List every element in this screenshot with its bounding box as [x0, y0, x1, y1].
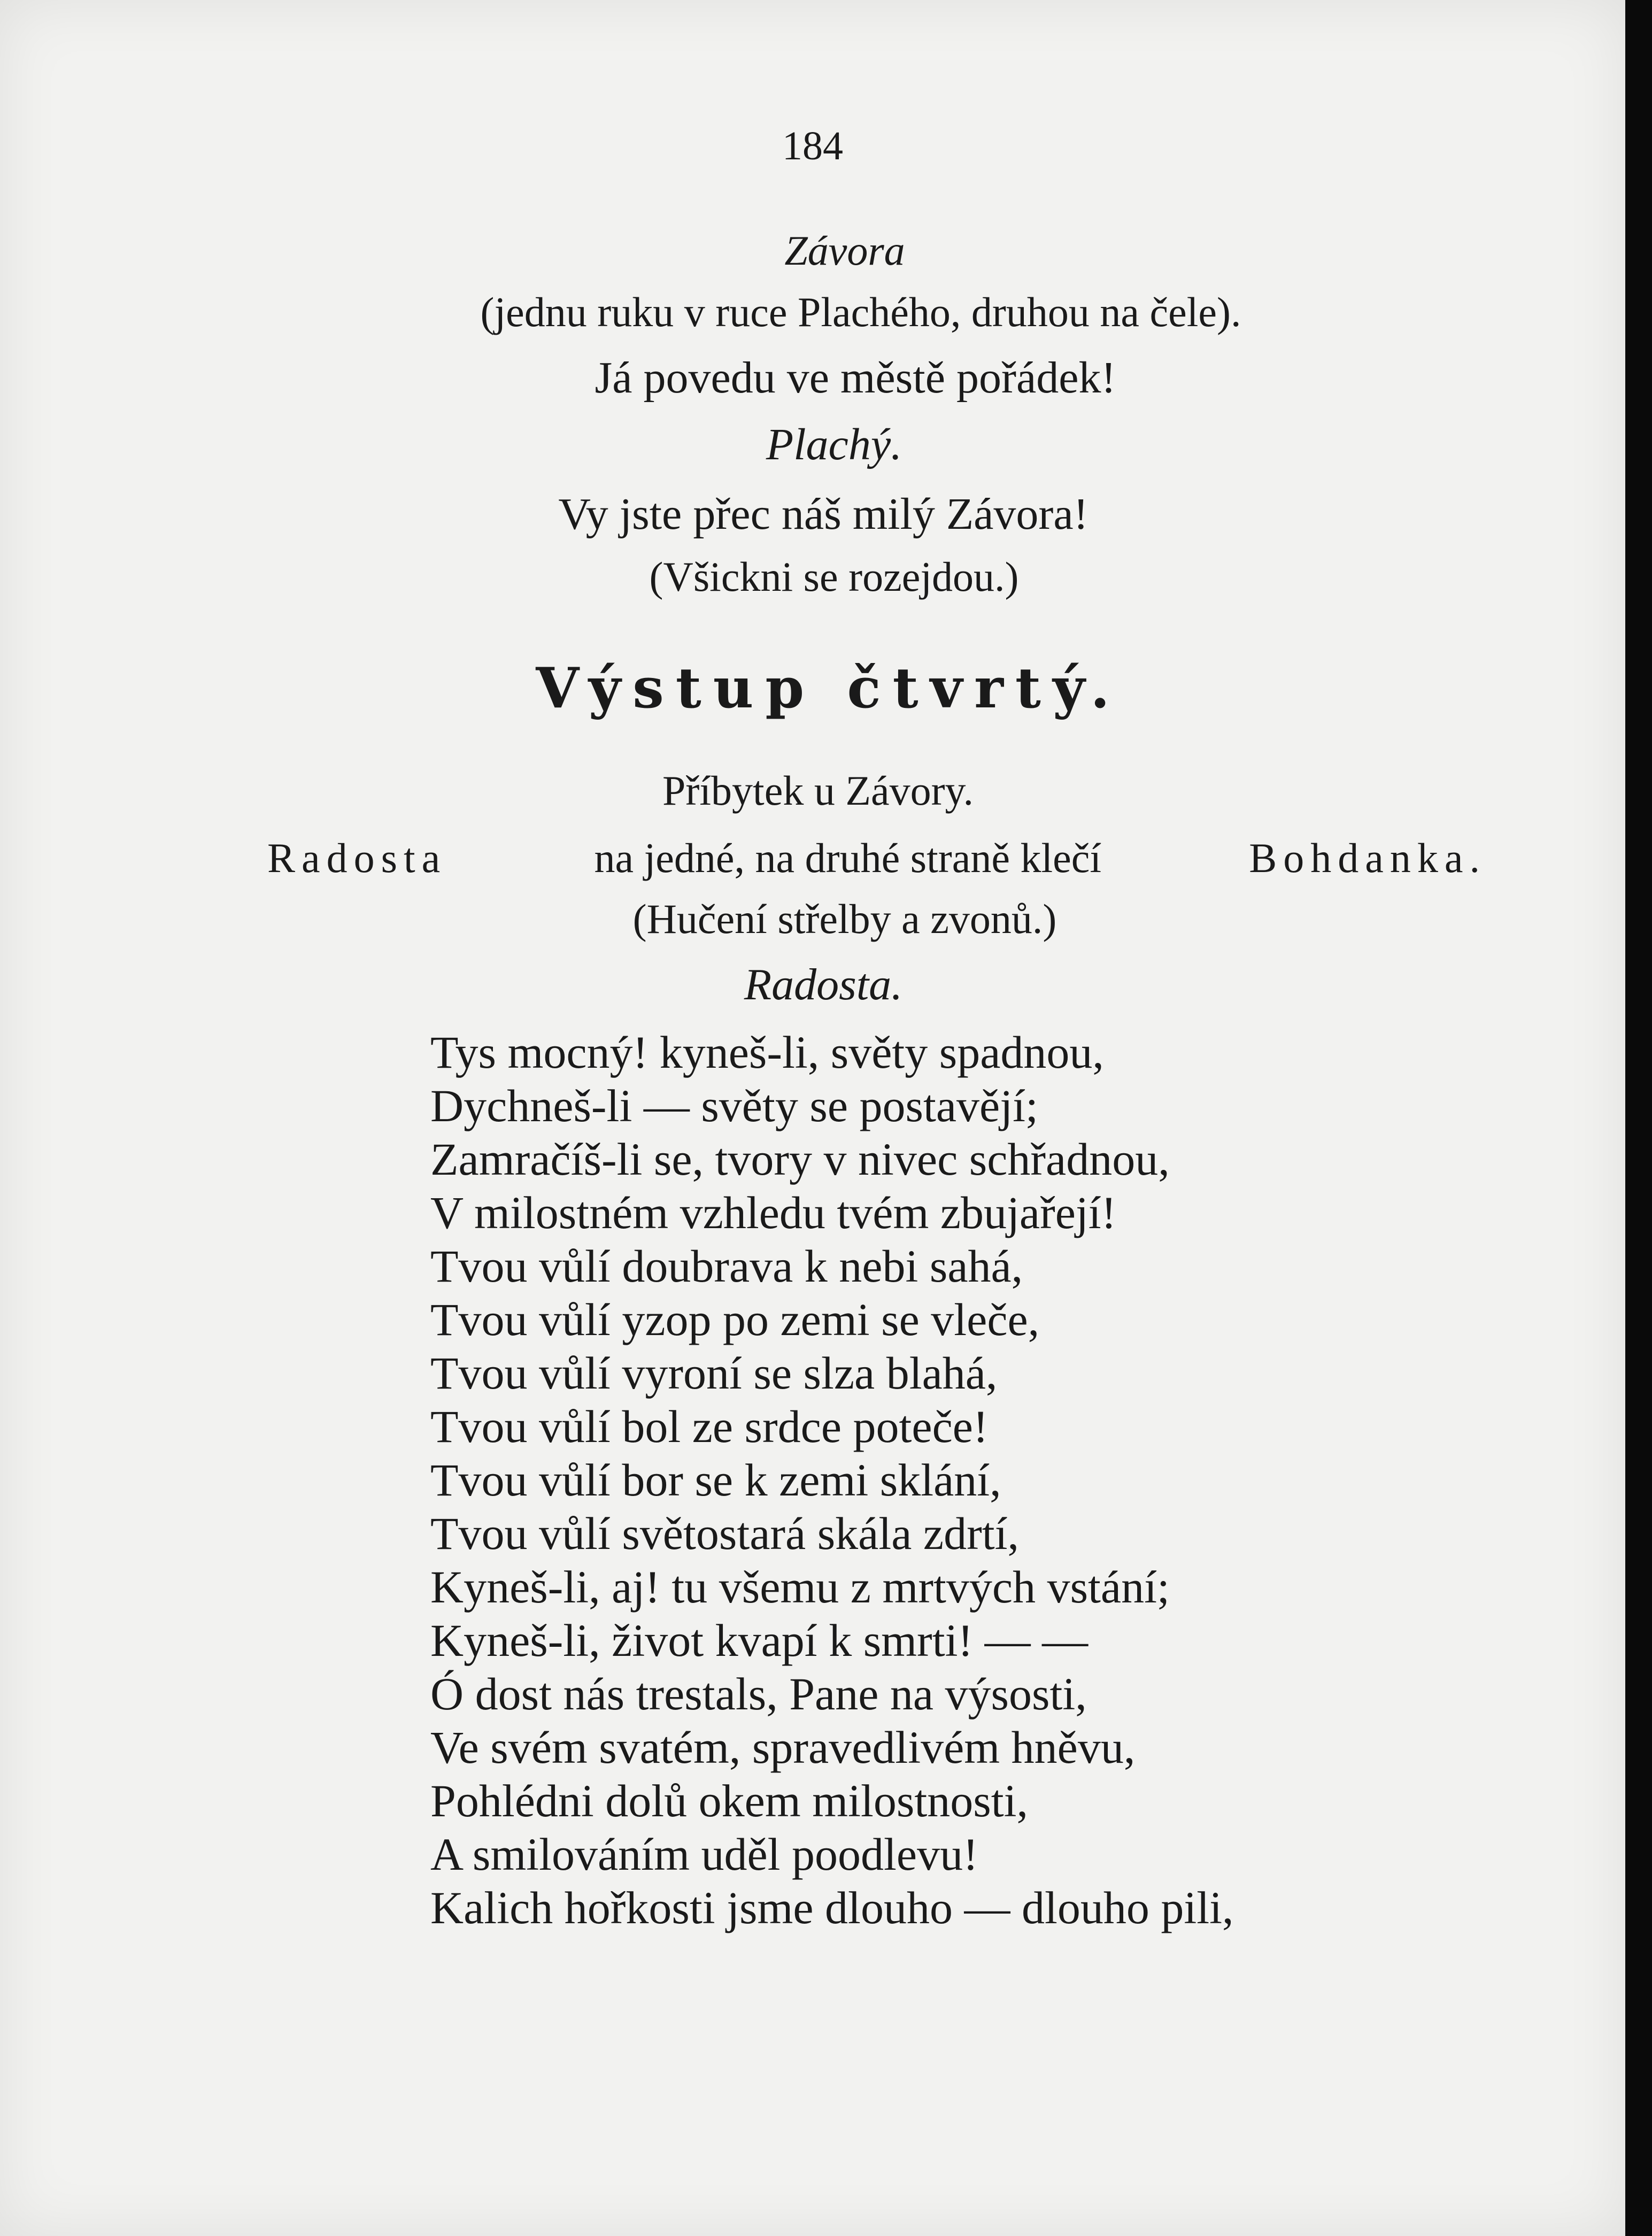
verse-line: Tvou vůlí bor se k zemi sklání, — [430, 1454, 1001, 1506]
verse-line: Tvou vůlí světostará skála zdrtí, — [430, 1508, 1019, 1559]
speaker-heading: Radosta. — [744, 960, 903, 1009]
scan-edge — [1625, 0, 1652, 2236]
scene-setting: Příbytek u Závory. — [662, 767, 974, 814]
verse-line: Tys mocný! kyneš-li, světy spadnou, — [430, 1027, 1104, 1078]
verse-line: Tvou vůlí doubrava k nebi sahá, — [430, 1240, 1023, 1292]
verse-line: Dychneš-li — světy se postavějí; — [430, 1080, 1038, 1131]
dialogue-line: Vy jste přec náš milý Závora! — [558, 489, 1089, 539]
stage-direction: na jedné, na druhé straně klečí — [594, 835, 1102, 881]
verse-line: Kyneš-li, život kvapí k smrti! — — — [430, 1615, 1089, 1666]
stage-direction: (jednu ruku v ruce Plachého, druhou na čele). — [480, 289, 1241, 335]
character-name: Radosta — [267, 835, 447, 881]
verse-line: Pohlédni dolů okem milostnosti, — [430, 1775, 1029, 1826]
verse-line: V milostném vzhledu tvém zbujařejí! — [430, 1187, 1117, 1238]
stage-direction: (Všickni se rozejdou.) — [649, 553, 1019, 600]
speaker-heading: Závora — [784, 227, 905, 274]
verse-line: Kalich hořkosti jsme dlouho — dlouho pili, — [430, 1882, 1234, 1933]
verse-line: Ve svém svatém, spravedlivém hněvu, — [430, 1722, 1136, 1773]
verse-line: Zamračíš-li se, tvory v nivec schřadnou, — [430, 1134, 1170, 1185]
stage-direction: (Hučení střelby a zvonů.) — [632, 896, 1057, 942]
verse-line: A smilováním uděl poodlevu! — [430, 1829, 978, 1880]
character-name: Bohdanka. — [1249, 835, 1486, 881]
page-number: 184 — [782, 124, 843, 168]
verse-line: Tvou vůlí bol ze srdce poteče! — [430, 1401, 989, 1452]
speaker-heading: Plachý. — [766, 420, 902, 469]
verse-line: Kyneš-li, aj! tu všemu z mrtvých vstání; — [430, 1561, 1170, 1613]
verse-line: Ó dost nás trestals, Pane na výsosti, — [430, 1668, 1087, 1720]
verse-line: Tvou vůlí yzop po zemi se vleče, — [430, 1294, 1040, 1345]
verse-line: Tvou vůlí vyroní se slza blahá, — [430, 1347, 998, 1399]
dialogue-line: Já povedu ve městě pořádek! — [595, 353, 1116, 403]
stage-direction-row — [267, 834, 1486, 882]
scene-heading: Výstup čtvrtý. — [536, 655, 1122, 721]
